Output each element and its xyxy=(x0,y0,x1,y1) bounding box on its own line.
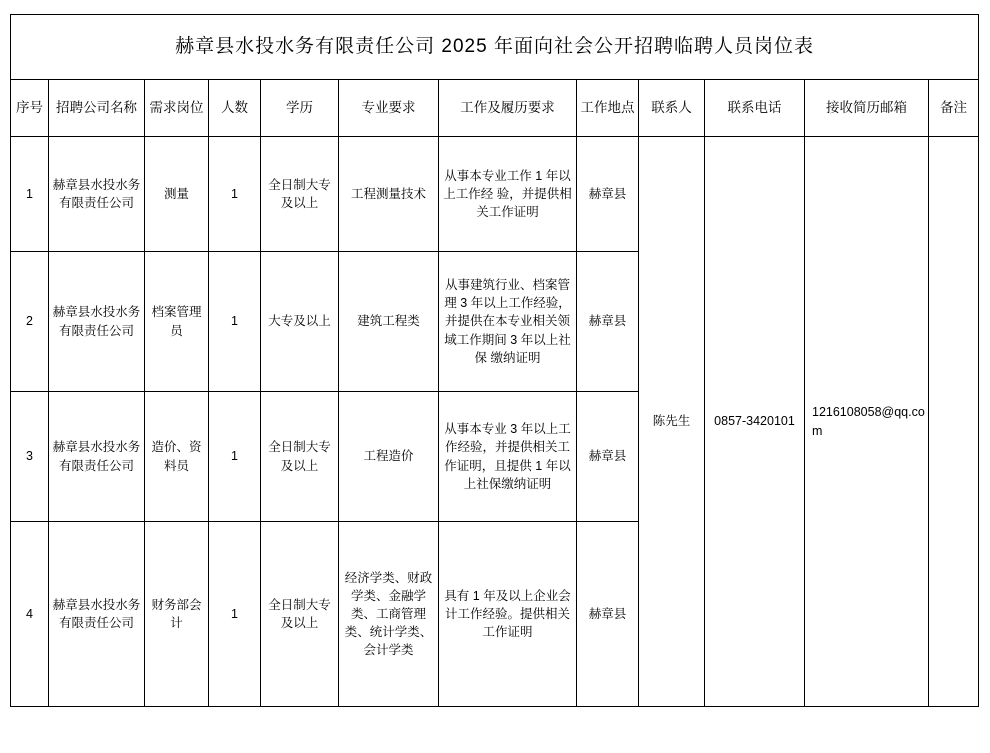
cell-seq xyxy=(11,522,49,707)
table-header-row xyxy=(11,80,979,137)
cell-experience xyxy=(439,252,577,392)
cell-place xyxy=(577,522,639,707)
cell-major xyxy=(339,522,439,707)
cell-place xyxy=(577,392,639,522)
cell-place-text: 赫章县 xyxy=(588,186,627,201)
cell-education-text: 大专及以上 xyxy=(268,314,331,329)
cell-phone-text: 0857-3420101 xyxy=(714,414,795,429)
cell-number xyxy=(209,137,261,252)
cell-contact-text: 陈先生 xyxy=(652,414,691,429)
cell-number-text: 1 xyxy=(231,186,238,201)
cell-remark xyxy=(929,137,979,707)
recruitment-table xyxy=(10,14,979,707)
cell-seq xyxy=(11,392,49,522)
column-header-seq: 序号 xyxy=(11,80,49,137)
cell-major xyxy=(339,392,439,522)
cell-major-text: 经济学类、财政学类、金融学类、工商管理类、统计学类、会计学类 xyxy=(344,570,433,658)
cell-place-text: 赫章县 xyxy=(588,314,627,329)
cell-experience xyxy=(439,522,577,707)
cell-place-text: 赫章县 xyxy=(588,606,627,621)
cell-post xyxy=(145,137,209,252)
column-header-contact: 联系人 xyxy=(639,80,705,137)
cell-post-text: 财务部会计 xyxy=(151,597,202,630)
cell-post-text: 测量 xyxy=(163,186,189,201)
cell-phone xyxy=(705,137,805,707)
column-header-major: 专业要求 xyxy=(339,80,439,137)
table-row xyxy=(11,137,979,252)
cell-post-text: 档案管理员 xyxy=(151,305,202,338)
cell-company-text: 赫章县水投水务有限责任公司 xyxy=(52,305,141,338)
column-header-number: 人数 xyxy=(209,80,261,137)
column-header-email: 接收简历邮箱 xyxy=(805,80,929,137)
page-title: 赫章县水投水务有限责任公司 2025 年面向社会公开招聘临聘人员岗位表 xyxy=(11,15,979,80)
cell-email-text: 1216108058@qq.com xyxy=(812,405,925,438)
cell-education xyxy=(261,137,339,252)
cell-seq-text: 2 xyxy=(26,314,33,329)
cell-number xyxy=(209,252,261,392)
cell-education xyxy=(261,522,339,707)
cell-post xyxy=(145,392,209,522)
cell-education xyxy=(261,252,339,392)
cell-major xyxy=(339,252,439,392)
cell-post-text: 造价、资料员 xyxy=(151,440,202,473)
cell-company xyxy=(49,137,145,252)
cell-place-text: 赫章县 xyxy=(588,449,627,464)
cell-major-text: 工程测量技术 xyxy=(350,186,426,201)
cell-experience xyxy=(439,137,577,252)
column-header-remark: 备注 xyxy=(929,80,979,137)
cell-post xyxy=(145,522,209,707)
cell-major-text: 建筑工程类 xyxy=(357,314,420,329)
cell-contact xyxy=(639,137,705,707)
column-header-company: 招聘公司名称 xyxy=(49,80,145,137)
column-header-experience: 工作及履历要求 xyxy=(439,80,577,137)
cell-experience-text: 从事建筑行业、档案管理 3 年以上工作经验，并提供在本专业相关领域工作期间 3 年以上社保 缴纳证明 xyxy=(444,278,571,365)
cell-number-text: 1 xyxy=(231,606,238,621)
cell-major xyxy=(339,137,439,252)
cell-company xyxy=(49,392,145,522)
cell-company-text: 赫章县水投水务有限责任公司 xyxy=(52,177,141,210)
cell-company-text: 赫章县水投水务有限责任公司 xyxy=(52,440,141,473)
cell-experience-text: 从事本专业工作 1 年以上工作经 验，并提供相关工作证明 xyxy=(443,168,572,220)
cell-email xyxy=(805,137,929,707)
cell-education-text: 全日制大专 及以上 xyxy=(268,440,331,473)
column-header-education: 学历 xyxy=(261,80,339,137)
cell-company xyxy=(49,252,145,392)
cell-post xyxy=(145,252,209,392)
table-title-row xyxy=(11,15,979,80)
cell-company xyxy=(49,522,145,707)
column-header-phone: 联系电话 xyxy=(705,80,805,137)
cell-experience xyxy=(439,392,577,522)
cell-number xyxy=(209,522,261,707)
cell-seq xyxy=(11,252,49,392)
cell-seq-text: 4 xyxy=(26,606,33,621)
column-header-place: 工作地点 xyxy=(577,80,639,137)
cell-education-text: 全日制大专 及以上 xyxy=(268,177,331,210)
cell-experience-text: 具有 1 年及以上企业会计工作经验。提供相关工作证明 xyxy=(444,588,571,640)
cell-experience-text: 从事本专业 3 年以上工作经验，并提供相关工作证明，且提供 1 年以上社保缴纳证明 xyxy=(444,422,571,491)
cell-seq-text: 1 xyxy=(26,186,33,201)
cell-seq-text: 3 xyxy=(26,449,33,464)
cell-seq xyxy=(11,137,49,252)
cell-number-text: 1 xyxy=(231,449,238,464)
cell-major-text: 工程造价 xyxy=(363,449,414,464)
cell-education xyxy=(261,392,339,522)
cell-number xyxy=(209,392,261,522)
cell-place xyxy=(577,137,639,252)
cell-company-text: 赫章县水投水务有限责任公司 xyxy=(52,597,141,630)
cell-place xyxy=(577,252,639,392)
cell-number-text: 1 xyxy=(231,314,238,329)
column-header-post: 需求岗位 xyxy=(145,80,209,137)
cell-education-text: 全日制大专 及以上 xyxy=(268,597,331,630)
